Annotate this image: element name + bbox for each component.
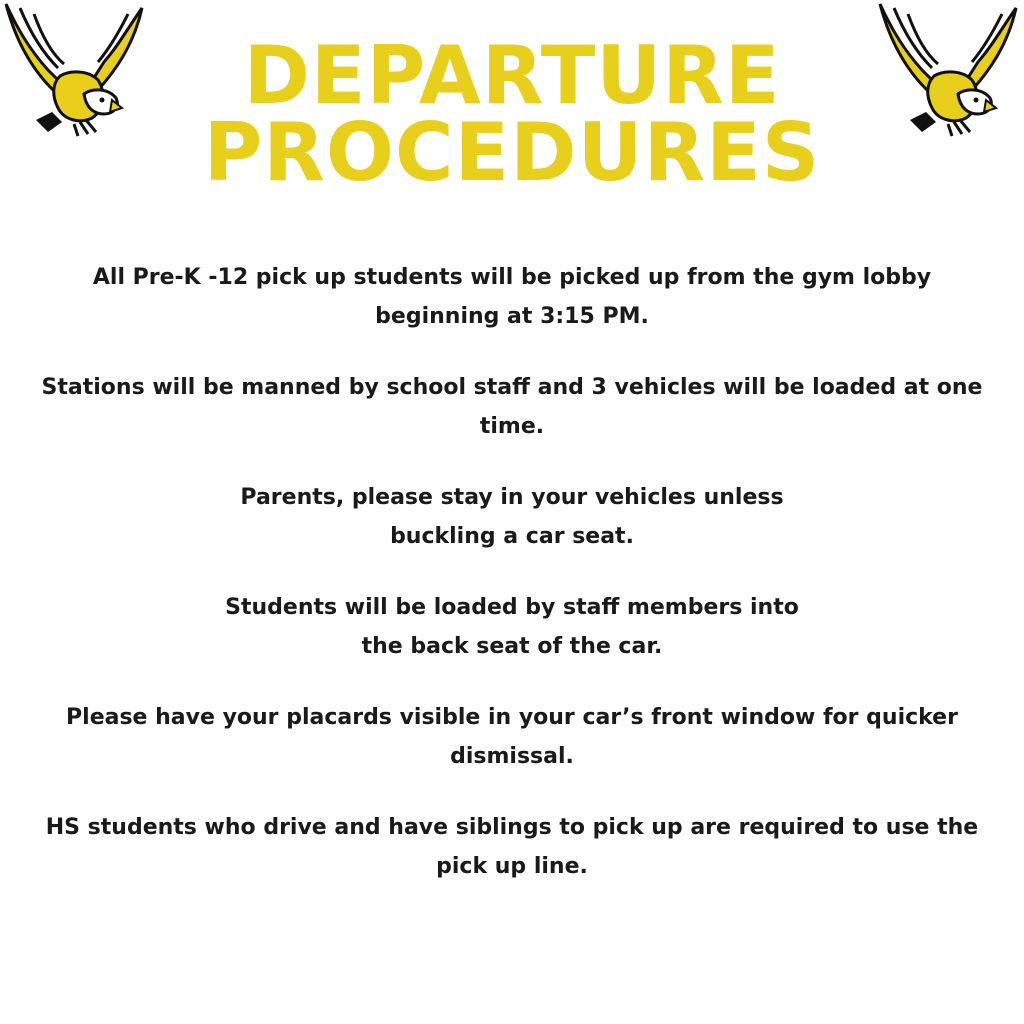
procedure-line: All Pre-K -12 pick up students will be picked up from the gym lobby	[92, 265, 932, 290]
procedure-line: Parents, please stay in your vehicles unless	[240, 485, 784, 510]
procedure-line: pick up line.	[436, 854, 588, 879]
procedure-line: HS students who drive and have siblings to pick up are required to use the	[45, 815, 979, 840]
procedure-paragraph	[20, 808, 1004, 886]
procedure-paragraph	[20, 478, 1004, 556]
procedure-paragraph	[20, 368, 1004, 446]
procedure-paragraph	[20, 258, 1004, 336]
procedure-paragraph	[20, 698, 1004, 776]
procedure-line: the back seat of the car.	[361, 634, 663, 659]
procedure-line: beginning at 3:15 PM.	[375, 304, 649, 329]
procedure-line: Students will be loaded by staff members into	[225, 595, 799, 620]
procedures-body	[20, 258, 1004, 918]
procedure-line: Stations will be manned by school staff and 3 vehicles will be loaded at one	[41, 375, 983, 400]
procedure-paragraph	[20, 588, 1004, 666]
page-title-line-2: PROCEDURES	[203, 106, 821, 199]
procedure-line: time.	[479, 414, 545, 439]
page-title-line-1: DEPARTURE	[243, 29, 781, 122]
procedure-line: dismissal.	[450, 744, 574, 769]
procedure-line: buckling a car seat.	[390, 524, 634, 549]
procedure-line: Please have your placards visible in your car’s front window for quicker	[66, 705, 958, 730]
